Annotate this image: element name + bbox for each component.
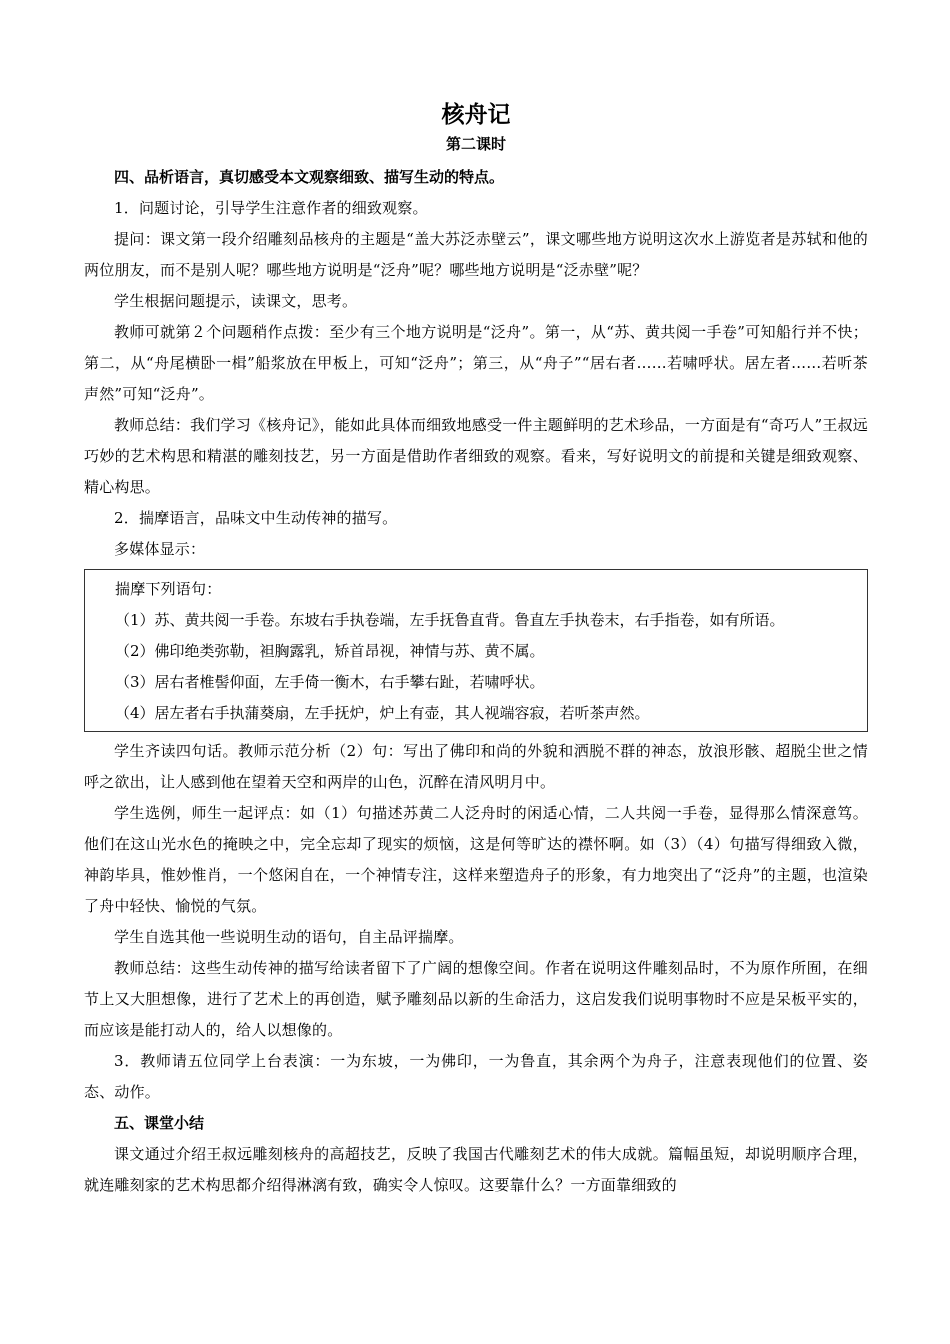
document-page: [84, 98, 868, 1201]
paragraph: 1．问题讨论，引导学生注意作者的细致观察。: [114, 199, 428, 217]
paragraph: 学生自选其他一些说明生动的语句，自主品评揣摩。: [114, 928, 464, 946]
page-subtitle: 第二课时: [445, 135, 506, 153]
section-4-heading: 四、品析语言，真切感受本文观察细致、描写生动的特点。: [114, 168, 505, 186]
paragraph: 学生根据问题提示，读课文，思考。: [114, 292, 358, 310]
box-sentence: （4）居左者右手执蒲葵扇，左手抚炉，炉上有壶，其人视端容寂，若听茶声然。: [115, 704, 650, 722]
box-intro: 揣摩下列语句：: [115, 580, 222, 598]
paragraph: 3．教师请五位同学上台表演：一为东坡，一为佛印，一为鲁直，其余两个为舟子，注意表现他们的位置、姿态、动作。: [84, 1052, 868, 1101]
paragraph: 提问：课文第一段介绍雕刻品核舟的主题是“盖大苏泛赤壁云”，课文哪些地方说明这次水上游览者是苏轼和他的两位朋友，而不是别人呢？哪些地方说明是“泛舟”呢？哪些地方说明是“泛赤壁”呢？: [84, 230, 868, 279]
paragraph: 2．揣摩语言，品味文中生动传神的描写。: [114, 509, 398, 527]
paragraph: 学生齐读四句话。教师示范分析（2）句：写出了佛印和尚的外貌和洒脱不群的神态，放浪形骸、超脱尘世之情呼之欲出，让人感到他在望着天空和两岸的山色，沉醉在清风明月中。: [84, 742, 868, 791]
paragraph: 教师可就第２个问题稍作点拨：至少有三个地方说明是“泛舟”。第一，从“苏、黄共阅一手卷”可知船行并不快；第二，从“舟尾横卧一楫”船浆放在甲板上，可知“泛舟”；第三，从“舟子”“居右者……若啸呼状。居左者……若听茶声然”可知“泛舟”。: [84, 323, 868, 403]
box-sentence: （2）佛印绝类弥勒，袒胸露乳，矫首昂视，神情与苏、黄不属。: [115, 642, 545, 660]
paragraph: 学生选例，师生一起评点：如（1）句描述苏黄二人泛舟时的闲适心情，二人共阅一手卷，显得那么情深意笃。他们在这山光水色的掩映之中，完全忘却了现实的烦恼，这是何等旷达的襟怀啊。如（3）（4）句描写得细致入微，神韵毕具，惟妙惟肖，一个悠闲自在，一个神情专注，这样来塑造舟子的形象，有力地突出了“泛舟”的主题，也渲染了舟中轻快、愉悦的气氛。: [84, 804, 868, 915]
multimedia-box: [84, 569, 868, 732]
paragraph: 教师总结：我们学习《核舟记》，能如此具体而细致地感受一件主题鲜明的艺术珍品，一方面是有“奇巧人”王叔远巧妙的艺术构思和精湛的雕刻技艺，另一方面是借助作者细致的观察。看来，写好说明文的前提和关键是细致观察、精心构思。: [84, 416, 868, 496]
paragraph: 教师总结：这些生动传神的描写给读者留下了广阔的想像空间。作者在说明这件雕刻品时，不为原作所囿，在细节上又大胆想像，进行了艺术上的再创造，赋予雕刻品以新的生命活力，这启发我们说明事物时不应是呆板平实的，而应该是能打动人的，给人以想像的。: [84, 959, 868, 1039]
paragraph: 课文通过介绍王叔远雕刻核舟的高超技艺，反映了我国古代雕刻艺术的伟大成就。篇幅虽短，却说明顺序合理，就连雕刻家的艺术构思都介绍得淋漓有致，确实令人惊叹。这要靠什么？一方面靠细致的: [84, 1145, 868, 1194]
paragraph: 多媒体显示：: [114, 540, 206, 558]
section-5-heading: 五、课堂小结: [114, 1114, 205, 1132]
box-sentence: （1）苏、黄共阅一手卷。东坡右手执卷端，左手抚鲁直背。鲁直左手执卷末，右手指卷，如有所语。: [115, 611, 785, 629]
page-title: 核舟记: [441, 102, 511, 128]
box-sentence: （3）居右者椎髻仰面，左手倚一衡木，右手攀右趾，若啸呼状。: [115, 673, 545, 691]
